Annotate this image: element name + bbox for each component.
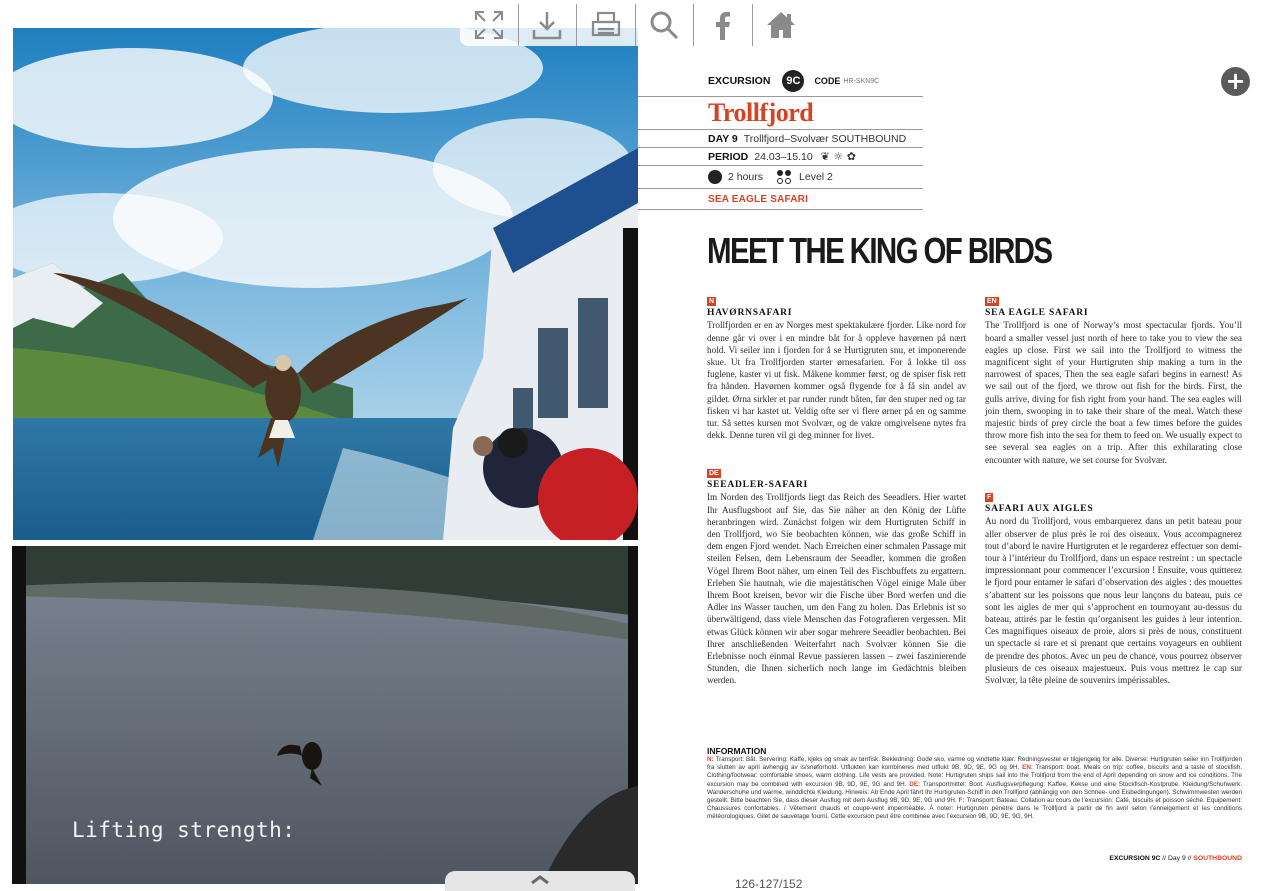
period-row bbox=[638, 148, 923, 166]
section-f bbox=[985, 490, 1242, 686]
code-value: HR-SKN9C bbox=[843, 77, 880, 85]
information-title: INFORMATION bbox=[707, 746, 767, 756]
season-icons: ❦ ☼ ✿ bbox=[820, 150, 856, 163]
information-block bbox=[707, 746, 1242, 822]
section-title-n: HAVØRNSAFARI bbox=[707, 308, 793, 319]
excursion-badge: 9C bbox=[782, 70, 804, 92]
footer-day: // Day 9 // bbox=[1162, 855, 1192, 862]
facebook-icon bbox=[707, 9, 739, 41]
page-number: 126-127/152 bbox=[735, 877, 803, 891]
home-icon bbox=[765, 9, 797, 41]
facebook-button[interactable] bbox=[694, 4, 753, 46]
info-label-f: F: bbox=[958, 797, 965, 805]
day-label: DAY 9 bbox=[708, 132, 738, 145]
category-row bbox=[638, 189, 923, 210]
excursion-row bbox=[638, 66, 923, 97]
section-title-en: SEA EAGLE SAFARI bbox=[985, 308, 1089, 319]
headline: MEET THE KING OF BIRDS bbox=[707, 230, 1052, 271]
lang-tag-n: N bbox=[709, 298, 715, 305]
section-en bbox=[985, 294, 1242, 466]
category-label: SEA EAGLE SAFARI bbox=[708, 193, 809, 205]
fullscreen-button[interactable] bbox=[460, 4, 519, 46]
duration-row bbox=[638, 166, 923, 189]
title-row bbox=[638, 97, 923, 130]
collapse-tab[interactable] bbox=[445, 871, 635, 891]
download-icon bbox=[531, 9, 563, 41]
level-icon bbox=[777, 170, 791, 184]
section-de bbox=[707, 466, 966, 687]
search-button[interactable] bbox=[636, 4, 695, 46]
information-body bbox=[707, 756, 1242, 822]
info-label-n: N: bbox=[707, 756, 714, 763]
level-value: Level 2 bbox=[799, 171, 833, 183]
add-button[interactable]: + bbox=[1221, 67, 1250, 96]
search-icon bbox=[648, 9, 680, 41]
info-text-n: Transport: Båt. Servering: Kaffe, kjeks og smak av tørrfisk. Bekledning: Gode sko, varme og vindtette klær. Redningsvester er tilgjengelig for alle. Diverse: Hurtigruten seiler inn Trollfjorden fra slutten av april avhengig av is/snøforhold. Utflukten kan kombineres med utflukt 9B, 9D, 9E, 9G og 9H. bbox=[707, 756, 1242, 772]
section-body-de: Im Norden des Trollfjords liegt das Reich des Seeadlers. Hier wartet Ihr Ausflugsboot auf Sie, das Sie näher an den König der Lüfte heranbringen wird. Zunächst folgen wir dem Hurtigruten Schiff in den Trollfjord, wo Sie beobachten können, wie das große Schiff in dem engen Fjord wendet. Nach Erreichen einer schmalen Passage mit steilen Felsen, dem Lebensraum der Seeadler, kommen die großen Vögel Ihrem Boot näher, um einen Teil des Fischbuffets zu ergattern. Erleben Sie hautnah, wie die majestätischen Vögel einige Male über Ihrem Boot kreisen, bevor wir die Fische über Bord werfen und die Adler ins Wasser tauchen, um den Fang zu holen. Das Erlebnis ist so überwältigend, dass viele Menschen das Fotografieren vergessen. Mit etwas Glück können wir aber sogar mehrere Seeadler beobachten. Bei Ihrer anschließenden Weiterfahrt nach Svolvær können Sie die Erlebnisse noch einmal Revue passieren lassen – zwei faszinierende Stunden, die Ihnen sicherlich noch lange im Gedächtnis bleiben werden. bbox=[707, 492, 966, 686]
download-button[interactable] bbox=[519, 4, 578, 46]
home-button[interactable] bbox=[753, 4, 811, 46]
section-body-en: The Trollfjord is one of Norway’s most spectacular fjords. You’ll board a smaller vessel just north of here to take you to view the sea eagles up close. First we sail into the Trollfjord to witness the magnificent sight of your Hurtigruten ship making a turn in the narrowest of spaces, Then the sea eagle safari begins in earnest! As we sail out of the fjord, we throw out fish for the birds. First, the gulls arrive, diving for fish right from your hand. The sea eagles will join them, swooping in to take their share of the meal. Watch these majestic birds of prey circle the boat a few times before the guides throw more fish into the sea for them to feed on. We usually expect to see several sea eagles on a trip. After this exhilarating close encounter with nature, we set course for Svolvær. bbox=[985, 320, 1242, 465]
lang-tag-de: DE bbox=[709, 470, 719, 477]
section-n bbox=[707, 294, 966, 441]
fullscreen-icon bbox=[473, 9, 505, 41]
period-label: PERIOD bbox=[708, 150, 749, 163]
video-caption: Lifting strength: bbox=[72, 818, 296, 842]
excursion-title: Trollfjord bbox=[708, 98, 814, 127]
info-label-en: EN: bbox=[1022, 764, 1033, 772]
excursion-label: EXCURSION bbox=[708, 75, 771, 87]
duration-value: 2 hours bbox=[728, 171, 764, 183]
section-body-f: Au nord du Trollfjord, vous embarquerez dans un petit bateau pour aller observer de plus près le roi des oiseaux. Vous accompagnerez tout d’abord le navire Hurtigruten et le regarderez effectuer son demi-tour à l’intérieur du Trollfjord, dans un espace restreint : un spectacle impressionnant pour commencer l’excursion ! Ensuite, vous quitterez le fjord pour entamer le safari d’observation des aigles : des mouettes s’abattent sur les poissons que nous leur lançons du bateau, puis ce sont les aigles de mer qui s’approchent en tournoyant au-dessus du bateau, attirés par le festin qu’organisent les guides à leur intention. Ces magnifiques oiseaux de proie, alors si près de nous, constituent un spectacle si rare et si prenant que certains voyageurs en oublient de prendre des photos. Avec un peu de chance, vous pourrez observer plusieurs de ces oiseaux majestueux. Puis vous mettrez le cap sur Svolvær, la tête pleine de souvenirs impérissables. bbox=[985, 516, 1242, 686]
section-title-f: SAFARI AUX AIGLES bbox=[985, 504, 1094, 515]
day-value: Trollfjord–Svolvær SOUTHBOUND bbox=[743, 132, 907, 145]
print-icon bbox=[590, 9, 622, 41]
viewer-toolbar bbox=[460, 4, 810, 46]
print-button[interactable] bbox=[577, 4, 636, 46]
section-title-de: SEEADLER-SAFARI bbox=[707, 480, 809, 491]
info-text-en: Transport: boat. Meals on trip: coffee, biscuits and a taste of stockfish. Clothing/footwear: comfortable shoes, warm clothing. Life vests are provided. Note: Hurtigruten ships sail into the Trollfjord from the end of April depending on snow and ice conditions. The excursion may be combined with excursion 9B, 9D, 9E, 9G and 9H. bbox=[707, 764, 1243, 788]
lang-tag-f: F bbox=[987, 494, 992, 501]
footer-excursion: EXCURSION 9C bbox=[1109, 855, 1161, 862]
section-body-n: Trollfjorden er en av Norges mest spektakulære fjorder. Like nord for denne går vi over i en mindre båt for å oppleve havørnen på nært hold. Vi seiler inn i fjorden for å se Hurtigruten snu, et imponerende skue. Ut fra Trollfjorden starter ørnesafarien. For å lokke til oss fuglene, kaster vi ut fisk. Måkene kommer først, og de spiser fisk rett fra hånden. Havørnen kommer også flygende for å få sin andel av gildet. Ørna sirkler et par runder rundt båten, før den stuper ned og tar fisken vi har kastet ut. Veldig ofte ser vi flere ørner på en og samme tur. Så settes kursen mot Svolvær, og de vakre omgivelsene nytes fra dekk. Denne turen vil gi deg minner for livet. bbox=[707, 320, 966, 441]
excursion-info bbox=[638, 66, 923, 210]
info-label-de: DE: bbox=[909, 780, 921, 788]
chevron-up-icon bbox=[526, 871, 554, 885]
day-row bbox=[638, 130, 923, 148]
lang-tag-en: EN bbox=[987, 298, 997, 305]
footer-direction: SOUTHBOUND bbox=[1193, 855, 1242, 862]
clock-icon bbox=[708, 170, 722, 184]
info-text-f: Transport: Bateau. Collation au cours de l’excursion: Café, biscuits et poisson séché. Equipement: Chaussures confortables. / Vêtement chauds et coupe-vent imperméable. À noter: Hurtigruten pénètre dans le Trollfjord à partir de fin avril selon l’enneigement et les conditions météorologiques. Gilet de sauvetage fourni. Cette excursion peut être combinée avec l’excursion 9B, 9D, 9E, 9G, 9H. bbox=[707, 797, 1243, 821]
period-value: 24.03–15.10 bbox=[754, 150, 813, 163]
code-label: CODE bbox=[814, 76, 841, 86]
brochure-page bbox=[638, 40, 1258, 889]
eagle-photo bbox=[13, 28, 638, 540]
info-text-de: Transportmittel: Boot. Ausflugsverpflegung: Kaffee, Kekse und eine Stockfisch-Kostprobe. Kleidung/Schuhwerk: Wanderschuhe und warme, winddichte Kleidung. Hinweis: Ab Ende April fährt Ihr Hurtigruten-Schiff in den Trollfjord (abhängig von den Schnee- und Eisbedingungen). Schwimmwesten werden gestellt. Bitte beachten Sie, dass dieser Ausflug mit dem Ausflug 9B, 9D, 9E, 9G und 9H. bbox=[707, 780, 1243, 805]
footer-reference bbox=[1109, 855, 1242, 862]
